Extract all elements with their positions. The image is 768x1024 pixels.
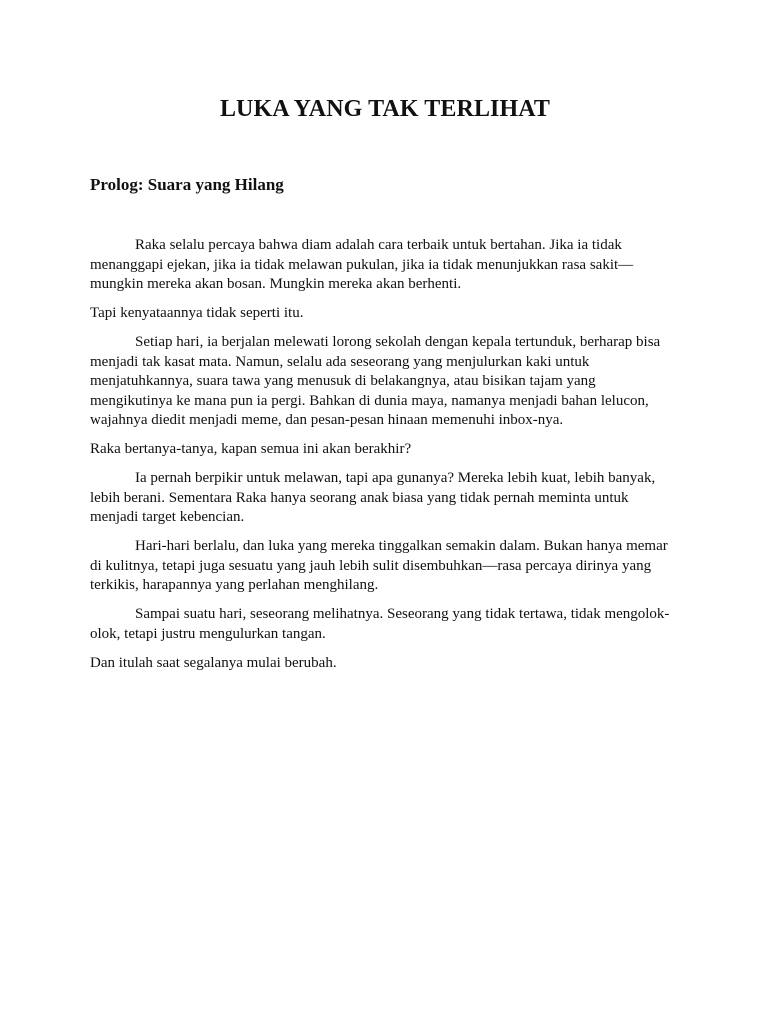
paragraph: Hari-hari berlalu, dan luka yang mereka tinggalkan semakin dalam. Bukan hanya memar di kulitnya, tetapi juga sesuatu yang jauh lebih sulit disembuhkan—rasa percaya dirinya yang terkikis, harapannya yang perlahan menghilang. xyxy=(90,538,668,593)
paragraph: Tapi kenyataannya tidak seperti itu. xyxy=(90,305,304,321)
document-title: LUKA YANG TAK TERLIHAT xyxy=(219,96,551,122)
body-text xyxy=(90,236,680,673)
paragraph: Raka selalu percaya bahwa diam adalah cara terbaik untuk bertahan. Jika ia tidak menanggapi ejekan, jika ia tidak melawan pukulan, jika ia tidak menunjukkan rasa sakit—mungkin mereka akan bosan. Mungkin mereka akan berhenti. xyxy=(90,237,634,292)
paragraph: Ia pernah berpikir untuk melawan, tapi apa gunanya? Mereka lebih kuat, lebih banyak, lebih berani. Sementara Raka hanya seorang anak biasa yang tidak pernah meminta untuk menjadi target kebencian. xyxy=(90,470,656,525)
paragraph: Dan itulah saat segalanya mulai berubah. xyxy=(90,654,337,671)
paragraph: Sampai suatu hari, seseorang melihatnya. Seseorang yang tidak tertawa, tidak mengolok-olok, tetapi justru mengulurkan tangan. xyxy=(90,606,670,642)
chapter-heading: Prolog: Suara yang Hilang xyxy=(90,175,284,194)
paragraph: Raka bertanya-tanya, kapan semua ini akan berakhir? xyxy=(90,441,412,457)
paragraph: Setiap hari, ia berjalan melewati lorong sekolah dengan kepala tertunduk, berharap bisa menjadi tak kasat mata. Namun, selalu ada seseorang yang menjulurkan kaki untuk menjatuhkannya, suara tawa yang menusuk di belakangnya, atau bisikan tajam yang mengikutinya ke mana pun ia pergi. Bahkan di dunia maya, namanya menjadi bahan lelucon, wajahnya diedit menjadi meme, dan pesan-pesan hinaan memenuhi inbox-nya. xyxy=(90,334,661,428)
